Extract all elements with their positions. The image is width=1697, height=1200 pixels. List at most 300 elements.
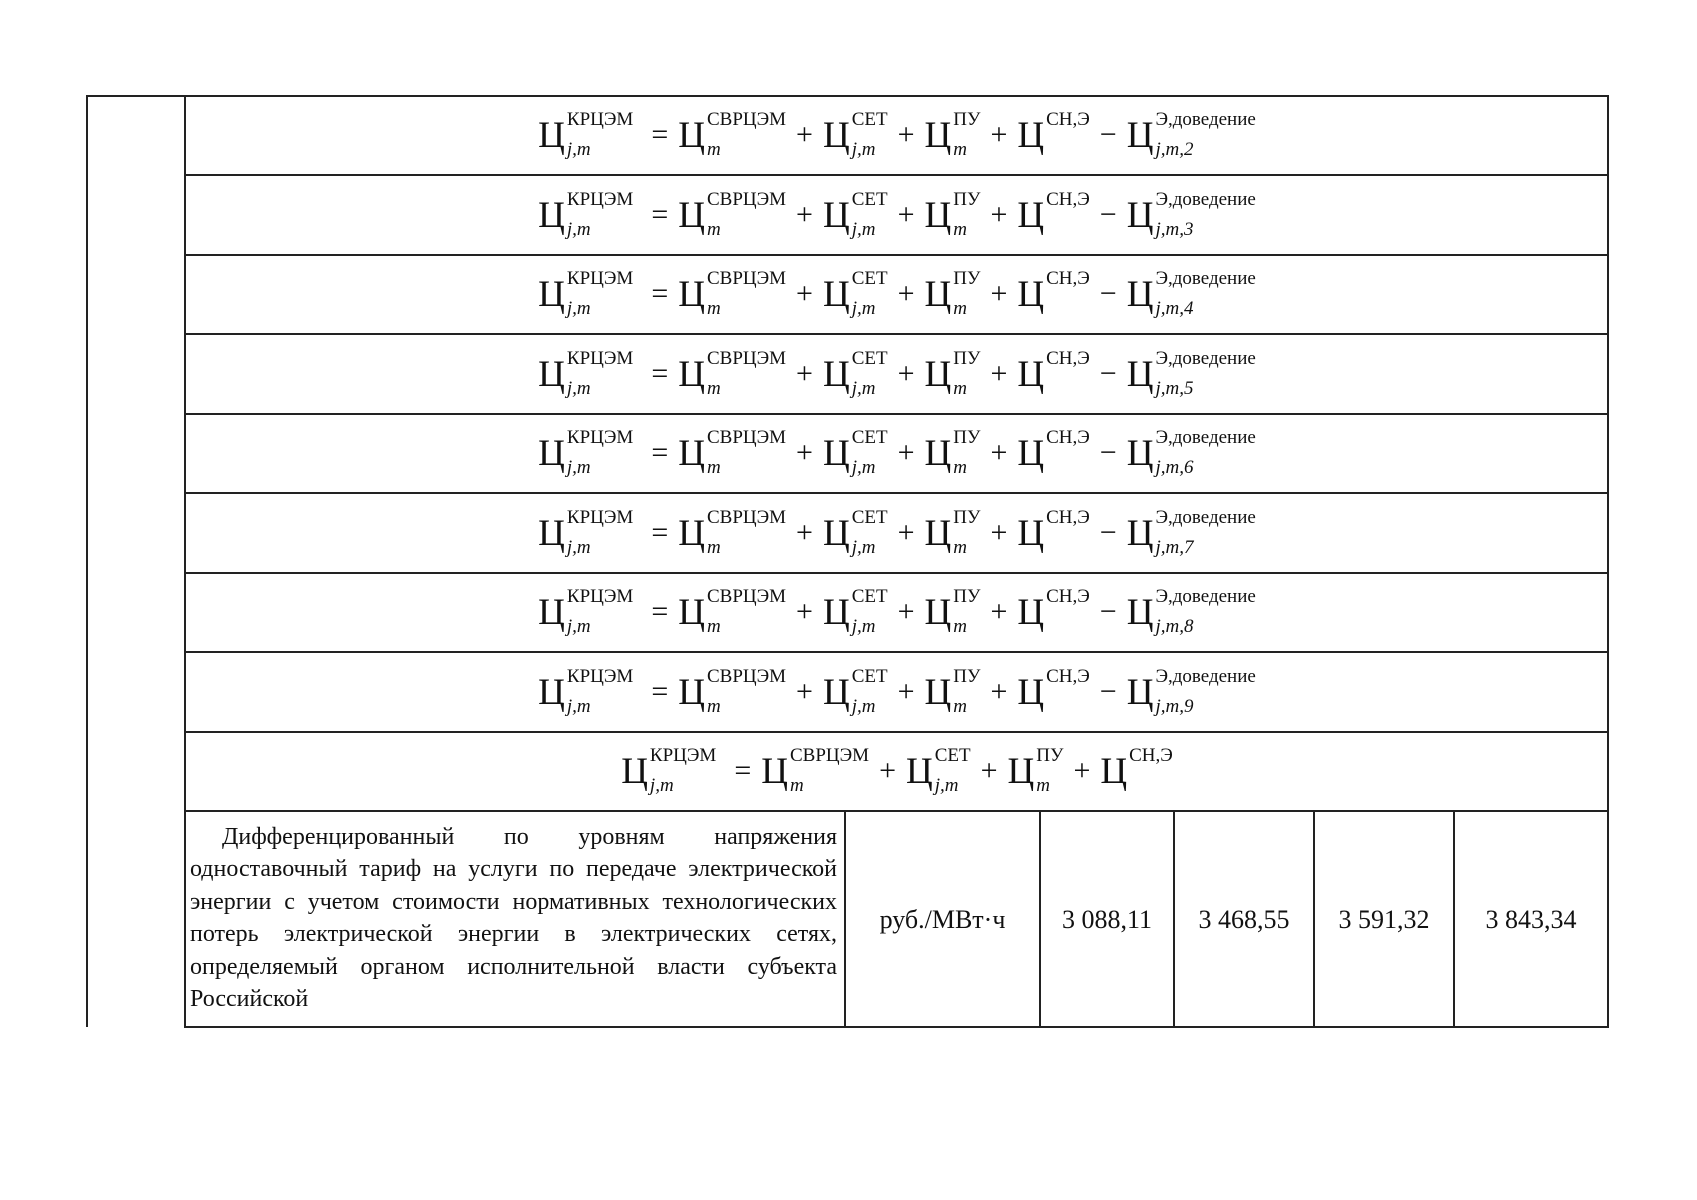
- rhs-scripts: [953, 586, 981, 637]
- rhs-scripts: [1046, 109, 1090, 157]
- lhs-subscript: j,m: [566, 696, 591, 717]
- rhs-base: Ц: [822, 432, 850, 474]
- operator: +: [897, 595, 915, 628]
- rhs-base: Ц: [924, 512, 952, 554]
- rhs-superscript: ПУ: [953, 666, 981, 687]
- rhs-term: [1017, 666, 1090, 714]
- operator: +: [796, 516, 813, 549]
- rhs-base: Ц: [1017, 114, 1045, 156]
- rhs-subscript: j,m,4: [1155, 298, 1194, 319]
- operator: +: [796, 198, 813, 231]
- operator: +: [990, 198, 1008, 231]
- lhs-superscript: КРЦЭМ: [566, 109, 634, 130]
- rhs-subscript: j,m,9: [1155, 696, 1194, 717]
- rhs-subscript: m: [706, 616, 721, 637]
- rhs-base: Ц: [924, 353, 952, 395]
- formula-cell: [186, 414, 1608, 492]
- operator: −: [1099, 595, 1117, 628]
- price-formula: [538, 268, 1256, 319]
- operator: +: [897, 675, 915, 708]
- rhs-term: [1007, 745, 1064, 796]
- lhs-subscript: j,m: [566, 219, 591, 240]
- equals-sign: =: [651, 277, 669, 310]
- rhs-base: Ц: [678, 114, 705, 156]
- lhs-term: [538, 109, 634, 160]
- rhs-term: [1126, 189, 1256, 240]
- rhs-scripts: [851, 586, 888, 637]
- equals-sign: =: [651, 675, 669, 708]
- rhs-term: [1126, 666, 1256, 717]
- rhs-scripts: [706, 189, 787, 240]
- rhs-term: [924, 268, 981, 319]
- rhs-superscript: ПУ: [953, 427, 981, 448]
- rhs-base: Ц: [924, 591, 952, 633]
- rhs-base: Ц: [1126, 273, 1154, 315]
- rhs-superscript: Э,доведение: [1155, 109, 1256, 130]
- rhs-subscript: m: [953, 537, 967, 558]
- operator: +: [796, 595, 813, 628]
- rhs-scripts: [1046, 348, 1090, 396]
- rhs-superscript: Э,доведение: [1155, 586, 1256, 607]
- rhs-term: [678, 348, 787, 399]
- lhs-subscript: j,m: [566, 378, 591, 399]
- rhs-scripts: [953, 109, 981, 160]
- rhs-base: Ц: [678, 194, 705, 236]
- rhs-scripts: [851, 666, 888, 717]
- rhs-subscript: m: [706, 378, 721, 399]
- rhs-scripts: [1155, 348, 1256, 399]
- rhs-subscript: m: [706, 696, 721, 717]
- rhs-base: Ц: [678, 671, 705, 713]
- operator: +: [990, 595, 1008, 628]
- tariff-value: 3 591,32: [1338, 904, 1430, 934]
- rhs-term: [678, 268, 787, 319]
- equals-sign: =: [651, 516, 669, 549]
- lhs-term: [538, 507, 634, 558]
- price-formula: [538, 507, 1256, 558]
- rhs-term: [678, 189, 787, 240]
- lhs-base: Ц: [538, 591, 565, 633]
- lhs-superscript: КРЦЭМ: [566, 427, 634, 448]
- rhs-superscript: ПУ: [953, 586, 981, 607]
- rhs-term: [905, 745, 971, 796]
- rhs-base: Ц: [822, 194, 850, 236]
- rhs-base: Ц: [1126, 591, 1154, 633]
- rhs-base: Ц: [1017, 194, 1045, 236]
- equals-sign: =: [651, 357, 669, 390]
- rhs-subscript: j,m: [851, 219, 876, 240]
- rhs-scripts: [953, 189, 981, 240]
- formula-cell: [186, 335, 1608, 413]
- rhs-scripts: [851, 507, 888, 558]
- lhs-superscript: КРЦЭМ: [566, 507, 634, 528]
- rhs-term: [924, 586, 981, 637]
- rhs-scripts: [1036, 745, 1064, 796]
- rhs-term: [1126, 109, 1256, 160]
- operator: +: [990, 516, 1008, 549]
- formula-cell: [186, 732, 1608, 810]
- rhs-base: Ц: [1017, 512, 1045, 554]
- rhs-subscript: m: [706, 298, 721, 319]
- rhs-scripts: [953, 348, 981, 399]
- lhs-superscript: КРЦЭМ: [566, 189, 634, 210]
- rhs-subscript: m: [706, 537, 721, 558]
- tariff-unit: руб./МВт·ч: [879, 904, 1006, 934]
- equals-sign: =: [734, 754, 752, 787]
- rhs-base: Ц: [1126, 671, 1154, 713]
- rhs-subscript: m: [953, 616, 967, 637]
- rhs-term: [1017, 507, 1090, 555]
- lhs-scripts: [566, 427, 634, 478]
- rhs-base: Ц: [905, 750, 933, 792]
- price-formula: [538, 586, 1256, 637]
- price-formula: [538, 109, 1256, 160]
- lhs-base: Ц: [538, 432, 565, 474]
- rhs-base: Ц: [1126, 432, 1154, 474]
- rhs-scripts: [851, 109, 888, 160]
- lhs-scripts: [566, 586, 634, 637]
- rhs-scripts: [851, 348, 888, 399]
- rhs-superscript: СВРЦЭМ: [706, 268, 787, 289]
- rhs-superscript: СН,Э: [1046, 189, 1090, 210]
- rhs-subscript: m: [706, 219, 721, 240]
- lhs-subscript: j,m: [566, 457, 591, 478]
- operator: +: [897, 516, 915, 549]
- formula-cell: [186, 255, 1608, 333]
- rhs-term: [1017, 427, 1090, 475]
- lhs-base: Ц: [621, 750, 648, 792]
- rhs-superscript: СВРЦЭМ: [706, 109, 787, 130]
- rhs-superscript: СВРЦЭМ: [706, 666, 787, 687]
- operator: +: [796, 436, 813, 469]
- rhs-superscript: СЕТ: [934, 745, 971, 766]
- rhs-subscript: m: [706, 457, 721, 478]
- rhs-superscript: СЕТ: [851, 427, 888, 448]
- rhs-base: Ц: [822, 512, 850, 554]
- operator: −: [1099, 516, 1117, 549]
- rhs-scripts: [1155, 109, 1256, 160]
- rhs-scripts: [706, 427, 787, 478]
- rhs-base: Ц: [1017, 353, 1045, 395]
- rhs-term: [924, 189, 981, 240]
- lhs-superscript: КРЦЭМ: [649, 745, 717, 766]
- rhs-term: [822, 427, 888, 478]
- operator: +: [897, 198, 915, 231]
- rhs-scripts: [1129, 745, 1173, 793]
- lhs-superscript: КРЦЭМ: [566, 666, 634, 687]
- rhs-base: Ц: [924, 671, 952, 713]
- rhs-base: Ц: [1126, 114, 1154, 156]
- rhs-base: Ц: [1007, 750, 1035, 792]
- lhs-scripts: [566, 268, 634, 319]
- lhs-term: [538, 666, 634, 717]
- rhs-subscript: j,m,2: [1155, 139, 1194, 160]
- lhs-base: Ц: [538, 273, 565, 315]
- formula-cell: [186, 96, 1608, 174]
- rhs-superscript: СЕТ: [851, 268, 888, 289]
- lhs-base: Ц: [538, 194, 565, 236]
- rhs-superscript: СН,Э: [1046, 427, 1090, 448]
- rhs-scripts: [1155, 666, 1256, 717]
- rhs-subscript: m: [953, 298, 967, 319]
- rhs-term: [1017, 189, 1090, 237]
- rhs-superscript: ПУ: [953, 189, 981, 210]
- lhs-base: Ц: [538, 512, 565, 554]
- rhs-term: [678, 507, 787, 558]
- rhs-superscript: Э,доведение: [1155, 507, 1256, 528]
- rhs-superscript: СВРЦЭМ: [706, 189, 787, 210]
- rhs-base: Ц: [1126, 512, 1154, 554]
- rhs-superscript: ПУ: [953, 507, 981, 528]
- operator: −: [1099, 198, 1117, 231]
- rhs-scripts: [706, 586, 787, 637]
- rhs-subscript: j,m: [851, 378, 876, 399]
- rhs-superscript: Э,доведение: [1155, 189, 1256, 210]
- rhs-base: Ц: [1126, 353, 1154, 395]
- rhs-term: [1126, 586, 1256, 637]
- operator: +: [796, 277, 813, 310]
- rhs-term: [822, 109, 888, 160]
- rhs-subscript: j,m,3: [1155, 219, 1194, 240]
- lhs-term: [538, 427, 634, 478]
- rhs-superscript: Э,доведение: [1155, 666, 1256, 687]
- rhs-term: [822, 586, 888, 637]
- rhs-base: Ц: [924, 114, 952, 156]
- rhs-base: Ц: [678, 591, 705, 633]
- rhs-scripts: [706, 109, 787, 160]
- operator: +: [796, 675, 813, 708]
- rhs-superscript: ПУ: [953, 268, 981, 289]
- rhs-superscript: СВРЦЭМ: [706, 427, 787, 448]
- rhs-scripts: [789, 745, 870, 796]
- rhs-scripts: [851, 427, 888, 478]
- equals-sign: =: [651, 118, 669, 151]
- rhs-subscript: j,m: [934, 775, 959, 796]
- rhs-scripts: [1155, 427, 1256, 478]
- rhs-term: [822, 189, 888, 240]
- rhs-base: Ц: [1126, 194, 1154, 236]
- rhs-term: [761, 745, 870, 796]
- rhs-scripts: [851, 268, 888, 319]
- operator: −: [1099, 118, 1117, 151]
- lhs-base: Ц: [538, 353, 565, 395]
- lhs-subscript: j,m: [566, 537, 591, 558]
- rhs-superscript: Э,доведение: [1155, 348, 1256, 369]
- tariff-description: Дифференцированный по уровням напряжения одноставочный тариф на услуги по передаче электрической энергии с учетом стоимости нормативных технологических потерь электрической энергии в электрических сетях, определяемый органом исполнительной власти субъекта Российской: [190, 824, 837, 1013]
- rhs-term: [1126, 507, 1256, 558]
- rhs-base: Ц: [678, 512, 705, 554]
- rhs-base: Ц: [924, 432, 952, 474]
- price-formula: [538, 427, 1256, 478]
- rhs-superscript: СВРЦЭМ: [789, 745, 870, 766]
- rhs-term: [822, 268, 888, 319]
- rhs-subscript: m: [1036, 775, 1050, 796]
- rhs-scripts: [953, 507, 981, 558]
- operator: +: [1073, 754, 1091, 787]
- lhs-term: [621, 745, 717, 796]
- lhs-subscript: j,m: [566, 616, 591, 637]
- rhs-term: [924, 507, 981, 558]
- rhs-scripts: [1046, 507, 1090, 555]
- operator: +: [897, 277, 915, 310]
- price-formula: [621, 745, 1173, 796]
- rhs-base: Ц: [761, 750, 788, 792]
- rhs-scripts: [1155, 586, 1256, 637]
- lhs-term: [538, 189, 634, 240]
- price-formula: [538, 189, 1256, 240]
- equals-sign: =: [651, 595, 669, 628]
- rhs-base: Ц: [924, 194, 952, 236]
- operator: +: [990, 118, 1008, 151]
- rhs-base: Ц: [1017, 671, 1045, 713]
- rhs-subscript: m: [953, 139, 967, 160]
- lhs-scripts: [649, 745, 717, 796]
- rhs-term: [924, 427, 981, 478]
- rhs-subscript: j,m,8: [1155, 616, 1194, 637]
- table-bottom-border: [184, 1026, 1609, 1028]
- lhs-superscript: КРЦЭМ: [566, 348, 634, 369]
- rhs-superscript: ПУ: [1036, 745, 1064, 766]
- rhs-scripts: [953, 666, 981, 717]
- rhs-subscript: m: [953, 219, 967, 240]
- rhs-scripts: [1046, 666, 1090, 714]
- lhs-term: [538, 586, 634, 637]
- rhs-superscript: ПУ: [953, 348, 981, 369]
- rhs-subscript: j,m: [851, 139, 876, 160]
- rhs-subscript: j,m: [851, 457, 876, 478]
- rhs-superscript: СН,Э: [1046, 507, 1090, 528]
- rhs-superscript: Э,доведение: [1155, 268, 1256, 289]
- lhs-term: [538, 348, 634, 399]
- formula-cell: [186, 176, 1608, 254]
- rhs-term: [678, 109, 787, 160]
- operator: +: [897, 436, 915, 469]
- rhs-subscript: j,m,6: [1155, 457, 1194, 478]
- rhs-superscript: СН,Э: [1046, 109, 1090, 130]
- operator: −: [1099, 357, 1117, 390]
- lhs-superscript: КРЦЭМ: [566, 268, 634, 289]
- rhs-base: Ц: [1100, 750, 1128, 792]
- rhs-term: [1017, 348, 1090, 396]
- rhs-term: [1017, 268, 1090, 316]
- rhs-base: Ц: [678, 353, 705, 395]
- rhs-base: Ц: [822, 273, 850, 315]
- rhs-base: Ц: [1017, 591, 1045, 633]
- operator: +: [897, 357, 915, 390]
- rhs-term: [678, 666, 787, 717]
- rhs-term: [1126, 268, 1256, 319]
- tariff-value: 3 468,55: [1198, 904, 1290, 934]
- rhs-term: [822, 666, 888, 717]
- rhs-base: Ц: [1017, 273, 1045, 315]
- rhs-term: [924, 109, 981, 160]
- rhs-subscript: j,m,5: [1155, 378, 1194, 399]
- lhs-superscript: КРЦЭМ: [566, 586, 634, 607]
- rhs-superscript: СН,Э: [1046, 586, 1090, 607]
- rhs-superscript: СН,Э: [1046, 268, 1090, 289]
- operator: −: [1099, 277, 1117, 310]
- rhs-base: Ц: [822, 671, 850, 713]
- rhs-term: [678, 586, 787, 637]
- rhs-scripts: [1046, 586, 1090, 634]
- operator: +: [990, 436, 1008, 469]
- rhs-superscript: СН,Э: [1046, 348, 1090, 369]
- tariff-value: 3 843,34: [1485, 904, 1577, 934]
- lhs-subscript: j,m: [649, 775, 674, 796]
- rhs-superscript: СВРЦЭМ: [706, 348, 787, 369]
- lhs-scripts: [566, 666, 634, 717]
- rhs-scripts: [706, 666, 787, 717]
- formula-cell: [186, 573, 1608, 651]
- rhs-superscript: СЕТ: [851, 586, 888, 607]
- rhs-term: [822, 507, 888, 558]
- rhs-superscript: ПУ: [953, 109, 981, 130]
- operator: +: [990, 277, 1008, 310]
- rhs-base: Ц: [822, 114, 850, 156]
- rhs-scripts: [706, 507, 787, 558]
- rhs-subscript: j,m: [851, 298, 876, 319]
- row-divider: [184, 810, 1609, 812]
- rhs-base: Ц: [678, 432, 705, 474]
- rhs-subscript: j,m: [851, 696, 876, 717]
- rhs-scripts: [1046, 427, 1090, 475]
- lhs-term: [538, 268, 634, 319]
- rhs-term: [1126, 348, 1256, 399]
- operator: +: [796, 357, 813, 390]
- lhs-subscript: j,m: [566, 298, 591, 319]
- left-outer-border: [86, 95, 88, 1027]
- rhs-scripts: [1046, 268, 1090, 316]
- lhs-scripts: [566, 189, 634, 240]
- rhs-term: [1017, 109, 1090, 157]
- equals-sign: =: [651, 198, 669, 231]
- operator: −: [1099, 675, 1117, 708]
- rhs-term: [822, 348, 888, 399]
- rhs-base: Ц: [822, 353, 850, 395]
- rhs-superscript: СВРЦЭМ: [706, 586, 787, 607]
- rhs-subscript: j,m: [851, 616, 876, 637]
- rhs-scripts: [706, 268, 787, 319]
- operator: +: [990, 675, 1008, 708]
- rhs-term: [1017, 586, 1090, 634]
- rhs-scripts: [706, 348, 787, 399]
- rhs-scripts: [1155, 189, 1256, 240]
- rhs-scripts: [934, 745, 971, 796]
- operator: +: [980, 754, 998, 787]
- rhs-subscript: j,m: [851, 537, 876, 558]
- formula-cell: [186, 494, 1608, 572]
- equals-sign: =: [651, 436, 669, 469]
- rhs-scripts: [953, 427, 981, 478]
- rhs-scripts: [1155, 268, 1256, 319]
- rhs-superscript: СЕТ: [851, 507, 888, 528]
- rhs-base: Ц: [1017, 432, 1045, 474]
- rhs-scripts: [851, 189, 888, 240]
- operator: +: [796, 118, 813, 151]
- rhs-term: [924, 348, 981, 399]
- rhs-superscript: СЕТ: [851, 348, 888, 369]
- rhs-superscript: Э,доведение: [1155, 427, 1256, 448]
- rhs-superscript: СН,Э: [1129, 745, 1173, 766]
- rhs-base: Ц: [924, 273, 952, 315]
- rhs-scripts: [953, 268, 981, 319]
- rhs-base: Ц: [678, 273, 705, 315]
- price-formula: [538, 666, 1256, 717]
- rhs-superscript: СЕТ: [851, 666, 888, 687]
- operator: +: [990, 357, 1008, 390]
- rhs-term: [678, 427, 787, 478]
- operator: +: [879, 754, 896, 787]
